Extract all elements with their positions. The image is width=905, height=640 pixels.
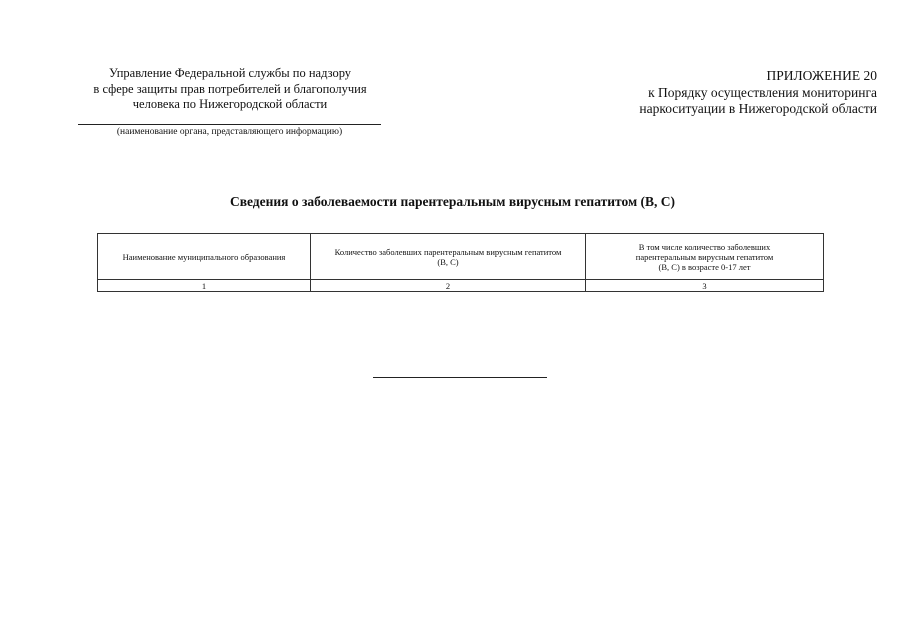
header-total-cases [311, 234, 586, 280]
header-municipality [98, 234, 311, 280]
end-separator-line [373, 377, 547, 378]
header-text: (В, С) [437, 256, 459, 267]
hepatitis-data-table [97, 233, 824, 292]
organization-line: в сфере защиты прав потребителей и благополучия [93, 81, 367, 96]
header-text: В том числе количество заболевших [638, 241, 771, 252]
appendix-heading [639, 68, 877, 118]
column-number-cell: 2 [311, 280, 586, 292]
header-text: Количество заболевших парентеральным вирусным гепатитом [334, 246, 562, 257]
organization-name [70, 66, 390, 113]
appendix-number: ПРИЛОЖЕНИЕ 20 [766, 68, 877, 83]
column-number-cell: 1 [98, 280, 311, 292]
header-cases-age-0-17 [586, 234, 824, 280]
column-number-cell: 3 [586, 280, 824, 292]
appendix-reference-line: наркоситуации в Нижегородской области [639, 101, 877, 116]
appendix-reference-line: к Порядку осуществления мониторинга [648, 84, 877, 100]
organization-line: Управление Федеральной службы по надзору [108, 66, 352, 80]
header-text: парентеральным вирусным гепатитом [635, 251, 774, 262]
table-header-row [98, 234, 824, 280]
header-text: (В, С) в возрасте 0-17 лет [658, 261, 751, 272]
table-row [98, 280, 824, 292]
document-title: Сведения о заболеваемости парентеральным вирусным гепатитом (В, С) [229, 194, 676, 209]
header-text: Наименование муниципального образования [122, 251, 286, 262]
organization-signature-line [78, 124, 381, 125]
organization-caption: (наименование органа, представляющего информацию) [116, 127, 343, 137]
organization-line: человека по Нижегородской области [132, 97, 328, 111]
